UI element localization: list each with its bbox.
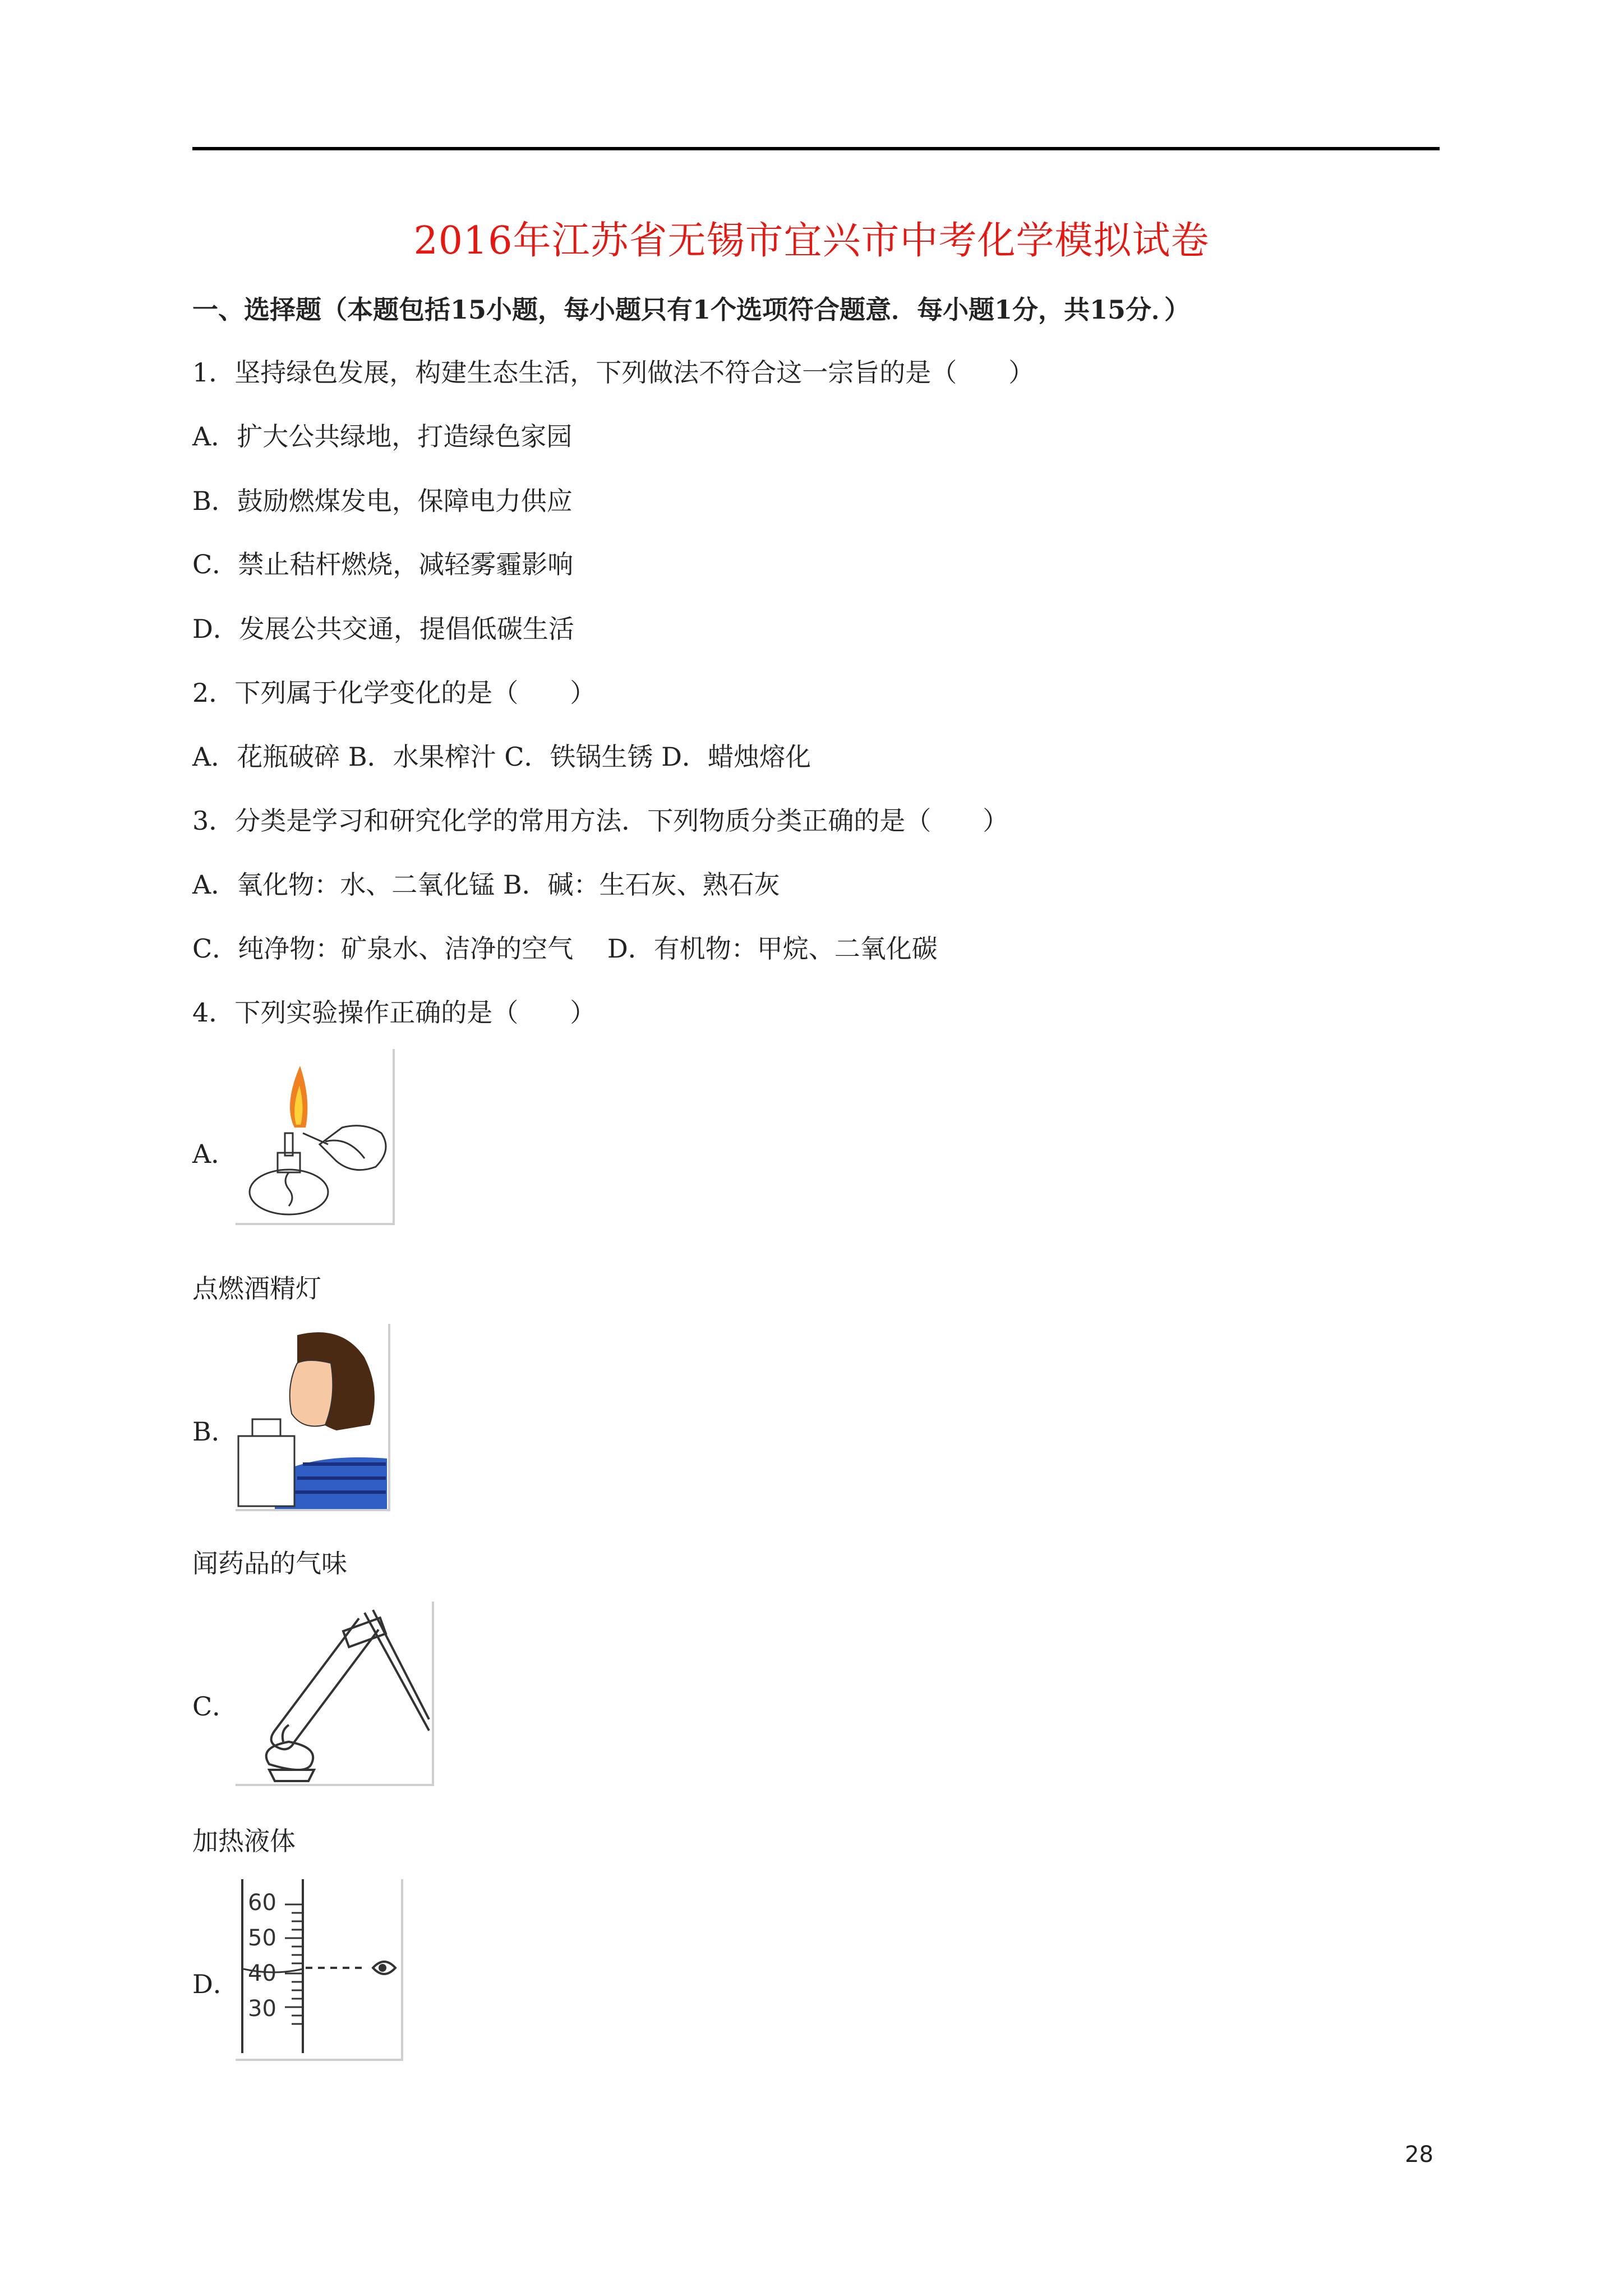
q4-option-c-label: C． xyxy=(192,1691,238,1722)
q4-option-d-label: D． xyxy=(192,1969,239,1999)
q3-stem: 3．分类是学习和研究化学的常用方法．下列物质分类正确的是（ ） xyxy=(192,806,1009,836)
q3-options-cd: C．纯净物：矿泉水、洁净的空气 D．有机物：甲烷、二氧化碳 xyxy=(192,933,938,964)
heating-liquid-figure xyxy=(236,1602,434,1786)
q1-option-c: C．禁止秸杆燃烧，减轻雾霾影响 xyxy=(192,549,574,579)
q4-stem: 4．下列实验操作正确的是（ ） xyxy=(192,997,596,1028)
page-title: 2016年江苏省无锡市宜兴市中考化学模拟试卷 xyxy=(413,219,1210,263)
header-rule xyxy=(192,147,1440,150)
q1-option-d: D．发展公共交通，提倡低碳生活 xyxy=(192,614,574,644)
graduated-cylinder-reading-figure xyxy=(236,1879,403,2061)
q2-stem: 2．下列属于化学变化的是（ ） xyxy=(192,678,596,708)
q4-option-c-caption: 加热液体 xyxy=(192,1826,296,1856)
q4-option-b-caption: 闻药品的气味 xyxy=(192,1548,347,1579)
eye-icon xyxy=(373,1962,395,1974)
cylinder-tick-60: 60 xyxy=(248,1890,276,1916)
q3-options-ab: A．氧化物：水、二氧化锰 B．碱：生石灰、熟石灰 xyxy=(192,869,780,900)
q1-stem: 1．坚持绿色发展，构建生态生活，下列做法不符合这一宗旨的是（ ） xyxy=(192,357,1035,388)
alcohol-lamp-lighting-figure xyxy=(236,1049,395,1225)
cylinder-tick-30: 30 xyxy=(248,1996,276,2022)
q2-options: A．花瓶破碎 B．水果榨汁 C．铁锅生锈 D．蜡烛熔化 xyxy=(192,742,811,772)
q4-option-b-label: B． xyxy=(192,1416,237,1447)
smelling-reagent-figure xyxy=(236,1324,390,1511)
q1-option-b: B．鼓励燃煤发电，保障电力供应 xyxy=(192,486,573,516)
q4-option-a-label: A． xyxy=(192,1139,237,1169)
cylinder-tick-40: 40 xyxy=(248,1961,276,1986)
q1-option-a: A．扩大公共绿地，打造绿色家园 xyxy=(192,421,573,452)
q4-option-a-caption: 点燃酒精灯 xyxy=(192,1273,321,1304)
section-heading: 一、选择题（本题包括15小题，每小题只有1个选项符合题意．每小题1分，共15分．） xyxy=(192,295,1191,325)
cylinder-tick-50: 50 xyxy=(248,1925,276,1951)
page-number: 28 xyxy=(1405,2142,1433,2168)
